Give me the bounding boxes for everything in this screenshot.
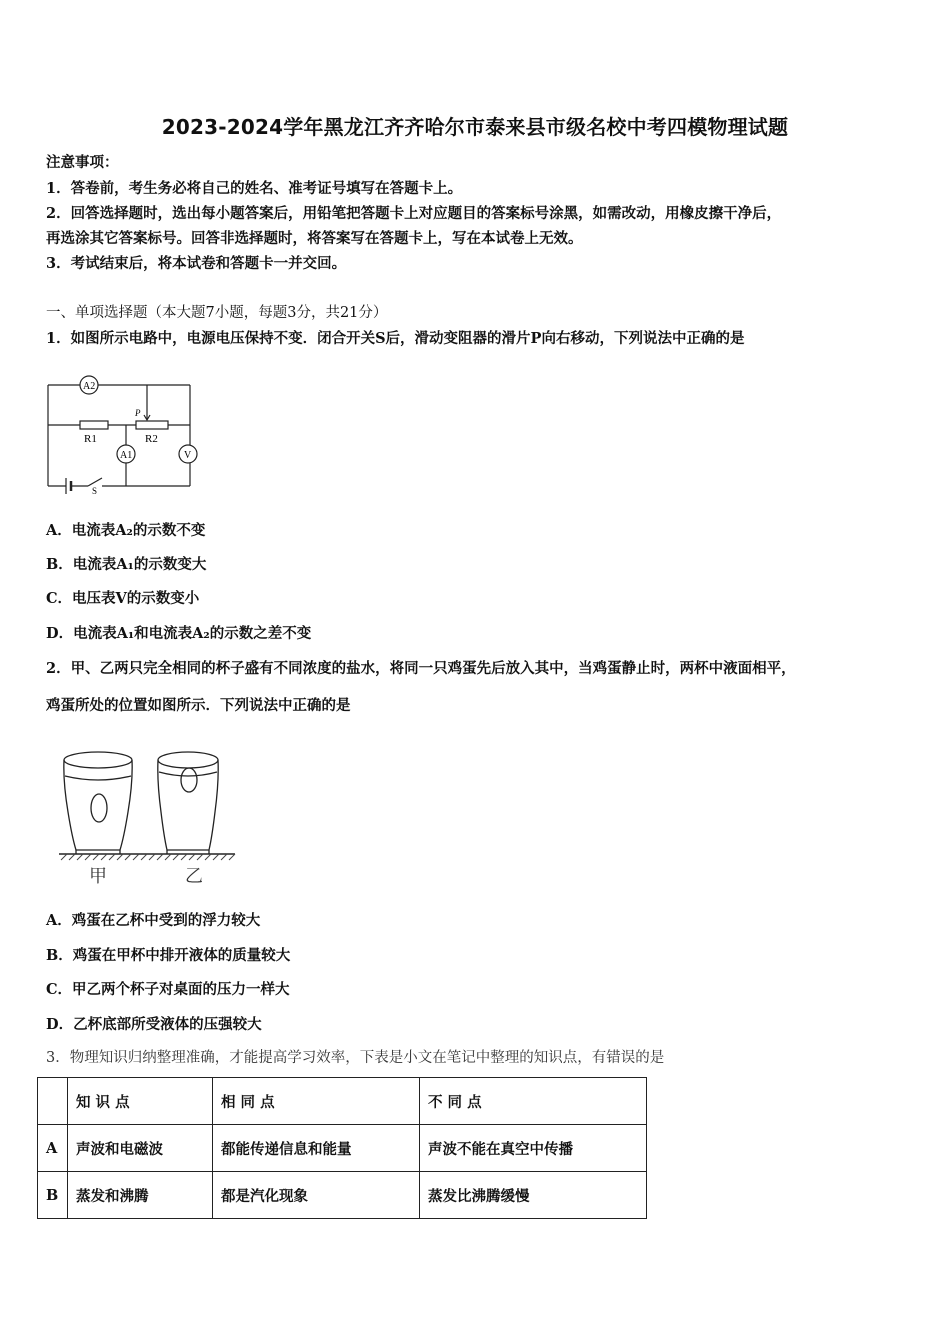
cup-yi-label: 乙 xyxy=(185,866,203,886)
q2-option-b: B．鸡蛋在甲杯中排开液体的质量较大 xyxy=(46,947,291,964)
table-cell: 蒸发和沸腾 xyxy=(68,1172,213,1219)
q1-option-a: A．电流表A₂的示数不变 xyxy=(46,522,206,539)
circuit-diagram xyxy=(40,368,210,498)
q2-option-d: D．乙杯底部所受液体的压强较大 xyxy=(46,1016,262,1033)
notice-item: 1．答卷前，考生务必将自己的姓名、准考证号填写在答题卡上。 xyxy=(46,180,463,197)
resistor-r1-label: R1 xyxy=(84,433,97,445)
notice-heading: 注意事项： xyxy=(46,154,119,171)
notice-item: 再选涂其它答案标号。回答非选择题时，将答案写在答题卡上，写在本试卷上无效。 xyxy=(46,230,583,247)
cup-jia-label: 甲 xyxy=(89,866,107,886)
knowledge-table xyxy=(37,1077,647,1219)
table-cell: 声波和电磁波 xyxy=(68,1125,213,1172)
page-title: 2023-2024学年黑龙江齐齐哈尔市泰来县市级名校中考四模物理试题 xyxy=(161,115,789,139)
switch-s-label: S xyxy=(92,486,98,496)
table-cell: 都是汽化现象 xyxy=(213,1172,420,1219)
table-cell: A xyxy=(38,1125,68,1172)
ammeter-a2-label: A2 xyxy=(83,381,96,392)
table-header-row xyxy=(38,1078,647,1125)
cups-diagram xyxy=(55,742,240,890)
section-heading: 一、单项选择题（本大题7小题，每题3分，共21分） xyxy=(46,305,388,321)
q1-option-c: C．电压表V的示数变小 xyxy=(46,590,200,607)
table-header-cell: 知 识 点 xyxy=(68,1078,213,1125)
table-header-cell: 相 同 点 xyxy=(213,1078,420,1125)
voltmeter-label: V xyxy=(184,450,192,461)
notice-item: 3．考试结束后，将本试卷和答题卡一并交回。 xyxy=(46,255,347,272)
q1-stem: 1．如图所示电路中，电源电压保持不变．闭合开关S后，滑动变阻器的滑片P向右移动，下列说法中正确的是 xyxy=(46,330,745,347)
table-header-cell: 不 同 点 xyxy=(420,1078,647,1125)
q1-option-d: D．电流表A₁和电流表A₂的示数之差不变 xyxy=(46,625,312,642)
table-row xyxy=(38,1125,647,1172)
notice-item: 2．回答选择题时，选出每小题答案后，用铅笔把答题卡上对应题目的答案标号涂黑，如需改动，用橡皮擦干净后， xyxy=(46,205,782,222)
slider-p-label: P xyxy=(135,408,141,418)
q2-option-c: C．甲乙两个杯子对桌面的压力一样大 xyxy=(46,981,290,998)
q2-option-a: A．鸡蛋在乙杯中受到的浮力较大 xyxy=(46,912,261,929)
resistor-r2-label: R2 xyxy=(145,433,158,445)
table-header-cell xyxy=(38,1078,68,1125)
table-row xyxy=(38,1172,647,1219)
q1-option-b: B．电流表A₁的示数变大 xyxy=(46,556,207,573)
table-cell: 声波不能在真空中传播 xyxy=(420,1125,647,1172)
ammeter-a1-label: A1 xyxy=(120,450,133,461)
table-cell: B xyxy=(38,1172,68,1219)
table-cell: 都能传递信息和能量 xyxy=(213,1125,420,1172)
q2-stem-line1: 2．甲、乙两只完全相同的杯子盛有不同浓度的盐水，将同一只鸡蛋先后放入其中，当鸡蛋静止时，两杯中液面相平， xyxy=(46,660,796,677)
q2-stem-line2: 鸡蛋所处的位置如图所示．下列说法中正确的是 xyxy=(46,697,351,714)
table-cell: 蒸发比沸腾缓慢 xyxy=(420,1172,647,1219)
q3-stem: 3．物理知识归纳整理准确，才能提高学习效率，下表是小文在笔记中整理的知识点，有错误的是 xyxy=(46,1050,665,1066)
